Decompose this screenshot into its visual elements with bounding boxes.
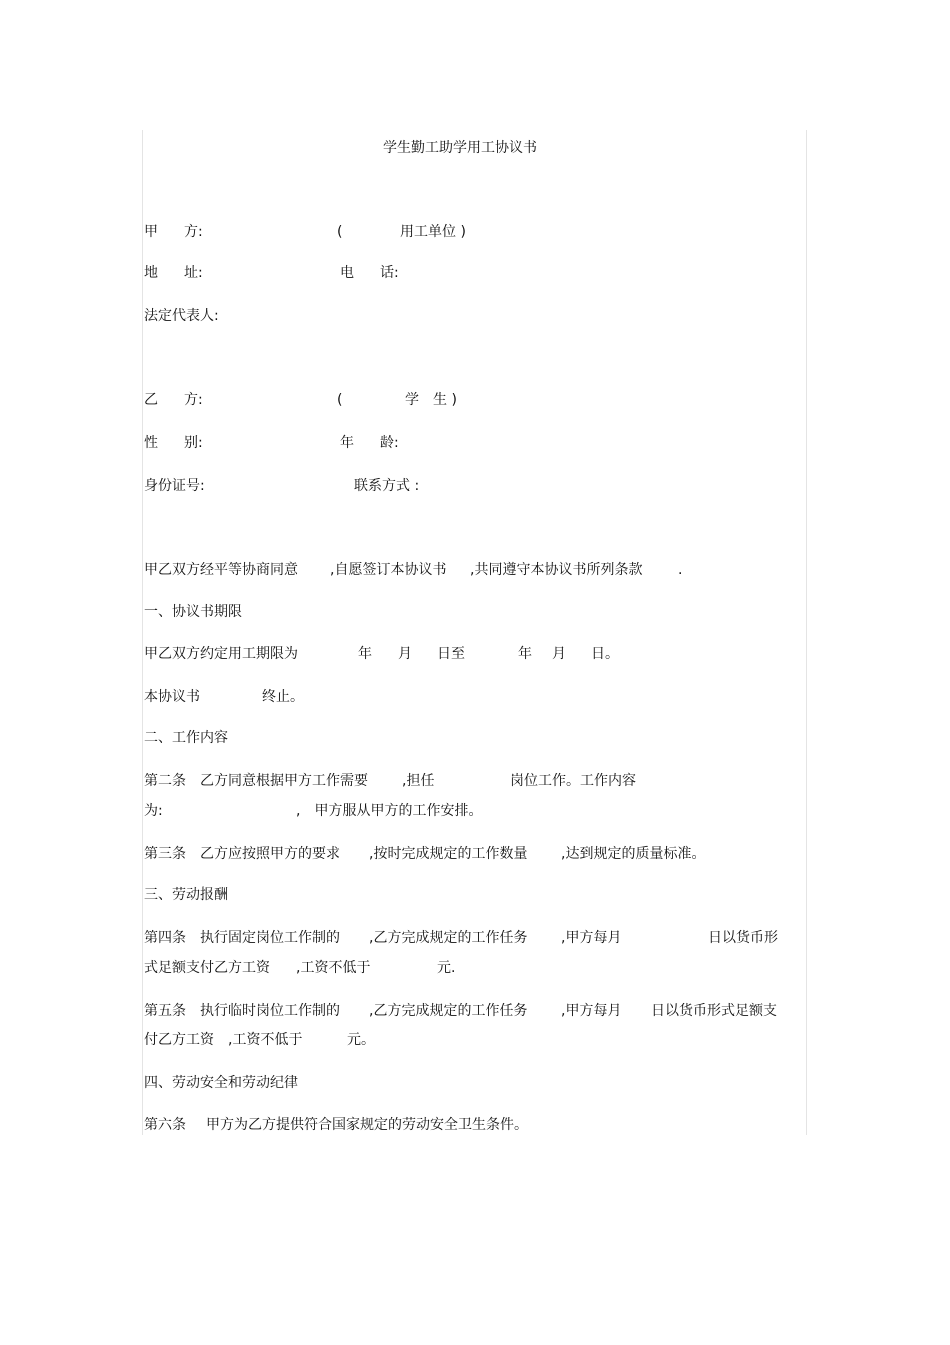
gender-label-colon: 别:	[184, 435, 203, 451]
article-2-line-2-b: , 甲方服从甲方的工作安排。	[296, 803, 483, 819]
page-border-left	[142, 130, 143, 1135]
article-5-line-2-a: 付乙方工资	[144, 1032, 214, 1048]
article-2-part-1: 第二条 乙方同意根据甲方工作需要	[144, 773, 368, 789]
article-4-line-2-c: 元.	[437, 960, 456, 976]
term-year-2: 年	[518, 646, 532, 662]
gender-label: 性	[144, 435, 158, 451]
article-3-part-3: ,达到规定的质量标准。	[561, 846, 706, 862]
phone-label-colon: 话:	[380, 265, 399, 281]
article-5-part-2: ,乙方完成规定的工作任务	[369, 1003, 528, 1019]
article-4-part-3: ,甲方每月	[561, 930, 622, 946]
article-4-line-2-a: 式足额支付乙方工资	[144, 960, 270, 976]
party-a-note: 用工单位 )	[400, 224, 466, 240]
party-b-label-colon: 方:	[184, 392, 203, 408]
age-label-colon: 龄:	[380, 435, 399, 451]
article-3-part-1: 第三条 乙方应按照甲方的要求	[144, 846, 340, 862]
party-a-note-open: (	[337, 224, 343, 240]
article-4-part-2: ,乙方完成规定的工作任务	[369, 930, 528, 946]
term-year-1: 年	[358, 646, 372, 662]
party-a-label: 甲	[144, 224, 158, 240]
address-label-colon: 址:	[184, 265, 203, 281]
party-b-note: 学 生 )	[405, 392, 457, 408]
article-6-label: 第六条	[144, 1117, 186, 1133]
article-6-text: 甲方为乙方提供符合国家规定的劳动安全卫生条件。	[206, 1117, 528, 1133]
article-2-part-2: ,担任	[402, 773, 435, 789]
intro-part-3: ,共同遵守本协议书所列条款	[470, 562, 643, 578]
term-day-2: 日。	[591, 646, 619, 662]
age-label: 年	[340, 435, 354, 451]
article-5-part-3: ,甲方每月	[561, 1003, 622, 1019]
article-2-part-3: 岗位工作。工作内容	[510, 773, 636, 789]
article-5-line-2-b: ,工资不低于	[228, 1032, 303, 1048]
phone-label: 电	[340, 265, 354, 281]
section-3-heading: 三、劳动报酬	[144, 887, 228, 903]
section-2-heading: 二、工作内容	[144, 730, 228, 746]
party-b-note-open: (	[337, 392, 343, 408]
term-end-suffix: 终止。	[262, 689, 304, 705]
party-a-label-colon: 方:	[184, 224, 203, 240]
article-5-part-1: 第五条 执行临时岗位工作制的	[144, 1003, 340, 1019]
section-1-heading: 一、协议书期限	[144, 604, 242, 620]
article-4-line-2-b: ,工资不低于	[296, 960, 371, 976]
intro-part-4: .	[678, 562, 683, 578]
intro-part-1: 甲乙双方经平等协商同意	[144, 562, 298, 578]
address-label: 地	[144, 265, 158, 281]
term-month-2: 月	[552, 646, 566, 662]
article-4-part-1: 第四条 执行固定岗位工作制的	[144, 930, 340, 946]
contact-label: 联系方式 :	[354, 478, 420, 494]
term-end-text: 本协议书	[144, 689, 200, 705]
legal-rep-label: 法定代表人:	[144, 308, 219, 324]
document-title: 学生勤工助学用工协议书	[383, 140, 537, 156]
intro-part-2: ,自愿签订本协议书	[330, 562, 447, 578]
article-3-part-2: ,按时完成规定的工作数量	[369, 846, 528, 862]
id-number-label: 身份证号:	[144, 478, 205, 494]
term-month-1: 月	[398, 646, 412, 662]
article-5-part-4: 日以货币形式足额支	[651, 1003, 777, 1019]
term-text: 甲乙双方约定用工期限为	[144, 646, 298, 662]
article-2-line-2-a: 为:	[144, 803, 163, 819]
party-b-label: 乙	[144, 392, 158, 408]
article-5-line-2-c: 元。	[347, 1032, 375, 1048]
section-4-heading: 四、劳动安全和劳动纪律	[144, 1075, 298, 1091]
article-4-part-4: 日以货币形	[708, 930, 778, 946]
page-border-right	[806, 130, 807, 1135]
term-day-1: 日至	[437, 646, 465, 662]
